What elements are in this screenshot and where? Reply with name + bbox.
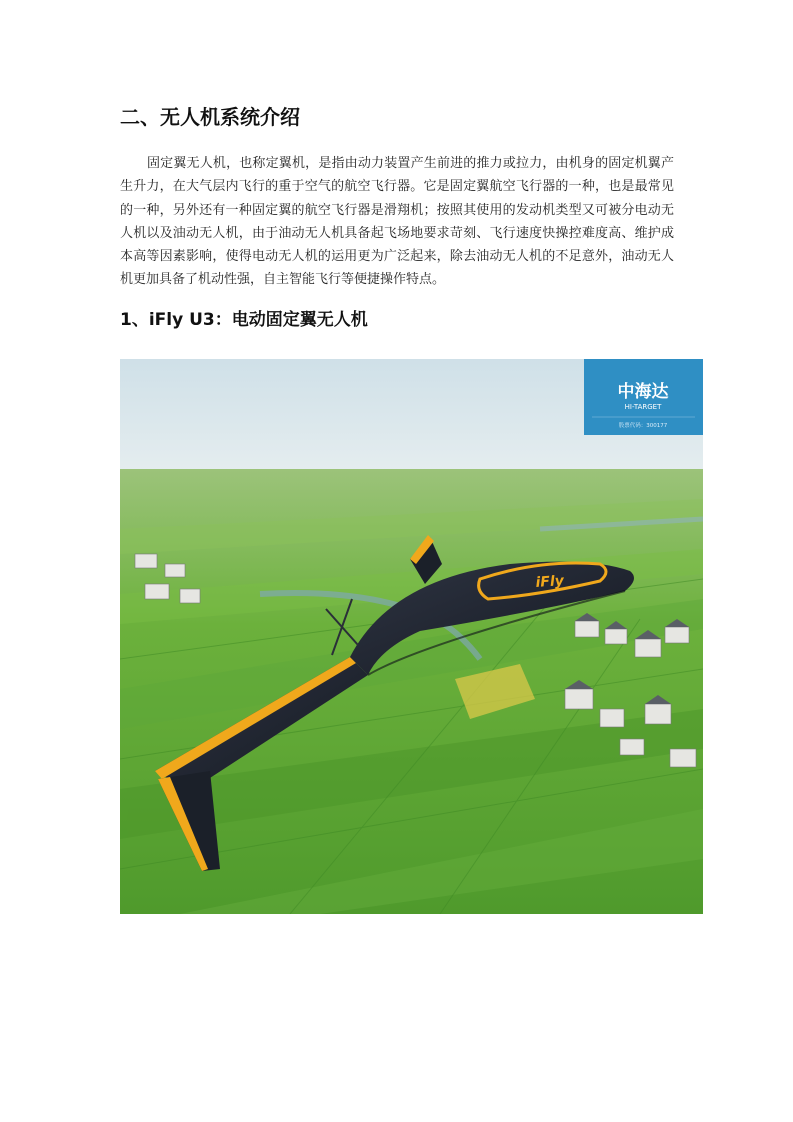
logo-en-text: HI-TARGET <box>624 403 662 411</box>
drone-subheading: 1、iFly U3：电动固定翼无人机 <box>120 310 368 330</box>
logo-cn-text: 中海达 <box>617 382 669 402</box>
logo-code-text: 股票代码：300177 <box>618 423 668 429</box>
drone-photo <box>120 359 703 914</box>
section-heading: 二、无人机系统介绍 <box>120 105 300 129</box>
body-paragraph: 固定翼无人机，也称定翼机，是指由动力装置产生前进的推力或拉力，由机身的固定机翼产生升力，在大气层内飞行的重于空气的航空飞行器。它是固定翼航空飞行器的一种，也是最常见的一种，另外还有一种固定翼的航空飞行器是滑翔机；按照其使用的发动机类型又可被分电动无人机以及油动无人机，由于油动无人机具备起飞场地要求苛刻、飞行速度快操控难度高、维护成本高等因素影响，使得电动无人机的运用更为广泛起来，除去油动无人机的不足意外，油动无人机更加具备了机动性强，自主智能飞行等便捷操作特点。 <box>120 156 674 288</box>
drone-fuselage-label: iFly <box>535 573 565 591</box>
